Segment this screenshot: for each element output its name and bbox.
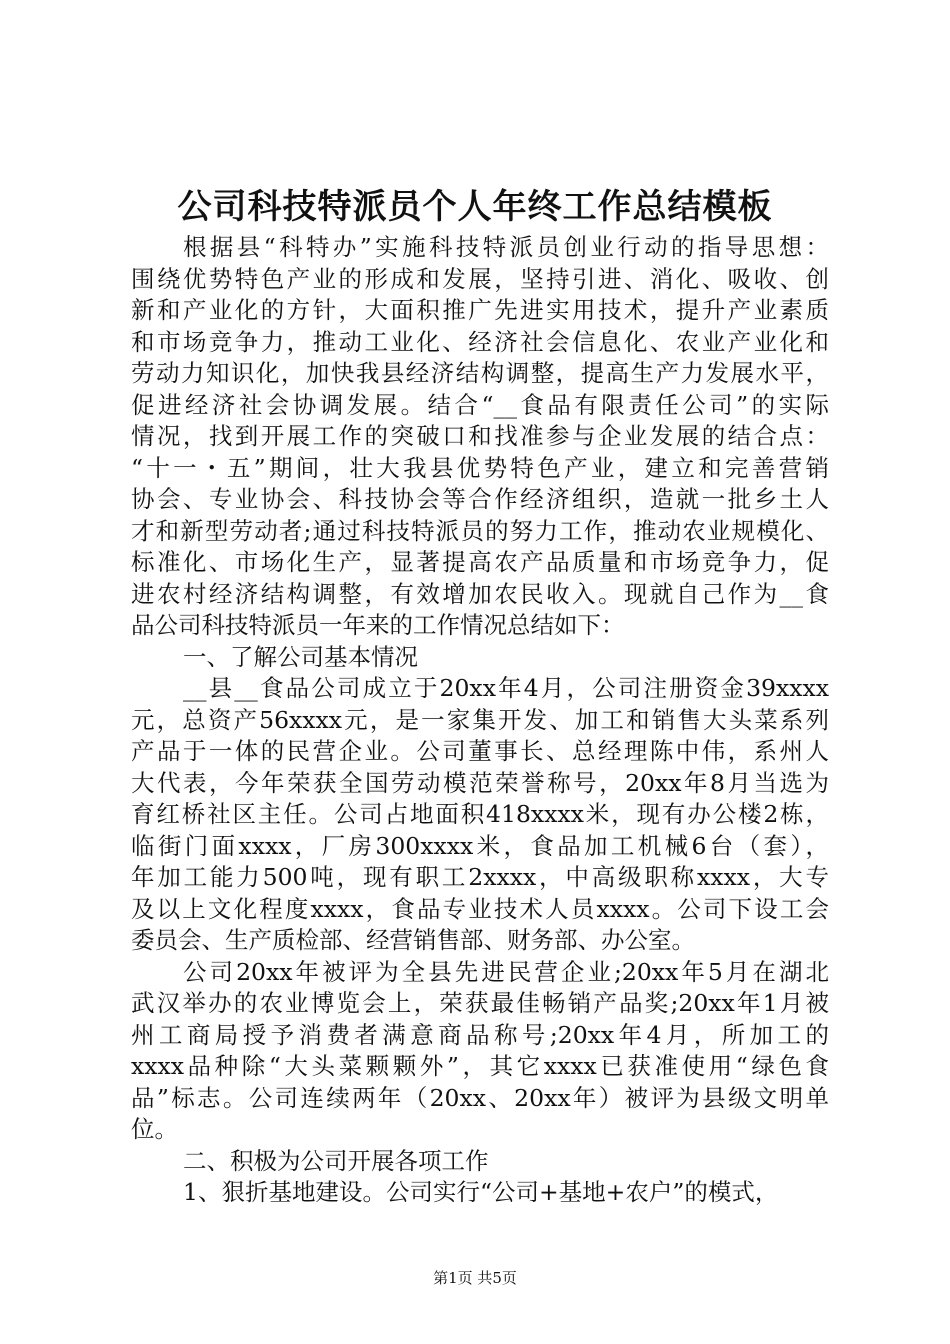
text-line: 1、狠折基地建设。公司实行“公司+基地+农户”的模式， <box>183 1178 779 1206</box>
paragraph <box>131 1177 829 1209</box>
text-line: 大代表，今年荣获全国劳动模范荣誉称号，20xx年8月当选为 <box>131 768 829 797</box>
text-line: 劳动力知识化，加快我县经济结构调整，提高生产力发展水平， <box>131 359 829 387</box>
text-line: 和市场竞争力，推动工业化、经济社会信息化、农业产业化和 <box>131 327 829 356</box>
text-line: 标准化、市场化生产，显著提高农产品质量和市场竞争力，促 <box>131 548 829 576</box>
document-body <box>131 232 829 1209</box>
text-line: 一、了解公司基本情况 <box>183 642 418 671</box>
paragraph <box>131 673 829 957</box>
paragraph <box>131 1146 829 1178</box>
text-line: 公司20xx年被评为全县先进民营企业;20xx年5月在湖北 <box>183 957 829 986</box>
text-line: 武汉举办的农业博览会上，荣获最佳畅销产品奖;20xx年1月被 <box>131 989 829 1017</box>
text-line: 围绕优势特色产业的形成和发展，坚持引进、消化、吸收、创 <box>131 264 829 293</box>
text-line: 新和产业化的方针，大面积推广先进实用技术，提升产业素质 <box>131 296 829 324</box>
text-line: 育红桥社区主任。公司占地面积418xxxx米，现有办公楼2栋， <box>131 800 829 828</box>
text-line: 临街门面xxxx，厂房300xxxx米，食品加工机械6台（套）， <box>131 831 829 860</box>
text-line: 位。 <box>131 1115 178 1143</box>
text-line: 才和新型劳动者;通过科技特派员的努力工作，推动农业规模化、 <box>131 516 829 545</box>
document-title: 公司科技特派员个人年终工作总结模板 <box>177 187 773 227</box>
paragraph <box>131 957 829 1146</box>
text-line: 年加工能力500吨，现有职工2xxxx，中高级职称xxxx，大专 <box>131 863 829 891</box>
page-footer: 第1页 共5页 <box>433 1269 517 1287</box>
text-line: 二、积极为公司开展各项工作 <box>183 1146 489 1175</box>
text-line: 促进经济社会协调发展。结合“__食品有限责任公司”的实际 <box>131 390 829 419</box>
text-line: 元，总资产56xxxx元，是一家集开发、加工和销售大头菜系列 <box>131 705 829 734</box>
text-line: 进农村经济结构调整，有效增加农民收入。现就自己作为__食 <box>131 579 829 608</box>
text-line: 协会、专业协会、科技协会等合作经济组织，造就一批乡土人 <box>131 485 829 513</box>
paragraph <box>131 232 829 642</box>
text-line: 州工商局授予消费者满意商品称号;20xx年4月，所加工的 <box>131 1020 829 1049</box>
text-line: 及以上文化程度xxxx，食品专业技术人员xxxx。公司下设工会 <box>131 894 829 923</box>
text-line: __县__食品公司成立于20xx年4月，公司注册资金39xxxx <box>183 674 829 702</box>
text-line: 品公司科技特派员一年来的工作情况总结如下： <box>131 611 625 639</box>
text-line: 情况，找到开展工作的突破口和找准参与企业发展的结合点： <box>131 422 829 450</box>
text-line: 品”标志。公司连续两年（20xx、20xx年）被评为县级文明单 <box>131 1083 829 1112</box>
text-line: “十一・五”期间，壮大我县优势特色产业，建立和完善营销 <box>131 453 829 482</box>
text-line: 产品于一体的民营企业。公司董事长、总经理陈中伟，系州人 <box>131 737 829 765</box>
text-line: 根据县“科特办”实施科技特派员创业行动的指导思想： <box>183 233 829 261</box>
text-line: xxxx品种除“大头菜颗颗外”，其它xxxx已获准使用“绿色食 <box>131 1052 829 1080</box>
paragraph <box>131 642 829 674</box>
text-line: 委员会、生产质检部、经营销售部、财务部、办公室。 <box>131 926 695 954</box>
